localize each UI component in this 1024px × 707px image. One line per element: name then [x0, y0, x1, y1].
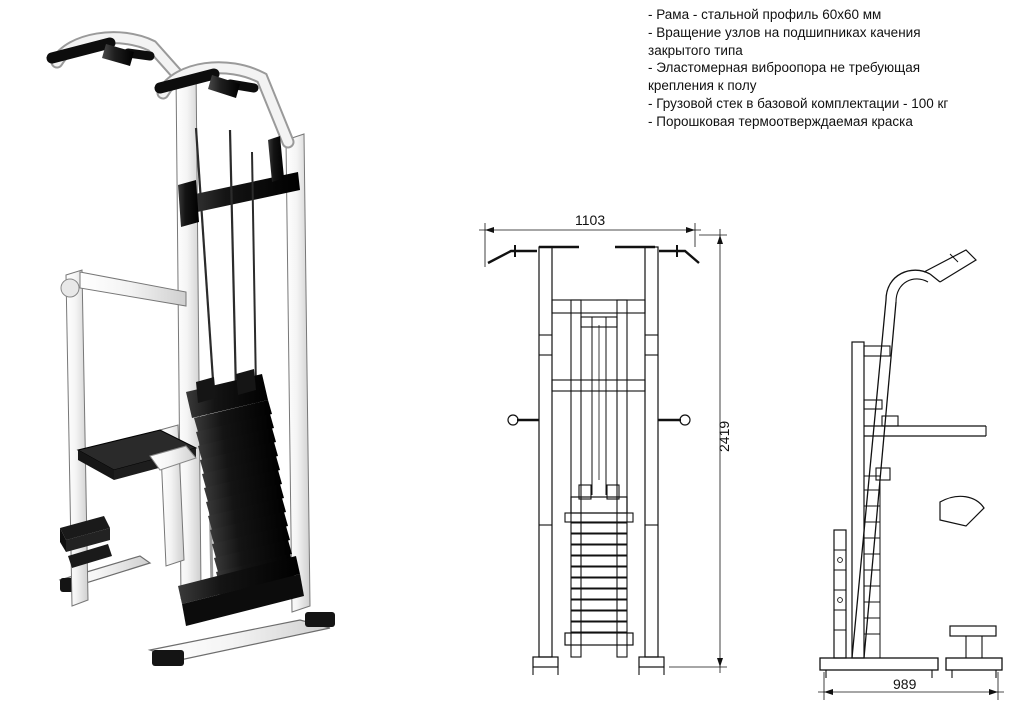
dimension-height-label: 2419	[716, 420, 732, 452]
dimension-width-label: 1103	[575, 212, 606, 228]
spec-line-7: - Порошковая термоотверждаемая краска	[648, 113, 913, 129]
spec-line-2: - Вращение узлов на подшипниках качения	[648, 24, 921, 40]
spec-line-3: закрытого типа	[648, 42, 743, 58]
spec-line-1: - Рама - стальной профиль 60х60 мм	[648, 7, 882, 22]
machine-render-view	[0, 0, 420, 707]
spec-line-6: - Грузовой стек в базовой комплектации - 100 кг	[648, 96, 949, 112]
dimension-width	[479, 223, 701, 267]
side-elevation-drawing	[790, 230, 1020, 705]
spec-line-4: - Эластомерная виброопора не требующая	[648, 60, 921, 76]
dimension-depth-label: 989	[893, 676, 917, 692]
front-elevation-drawing	[455, 205, 755, 695]
spec-line-5: крепления к полу	[648, 78, 757, 94]
specifications-list	[648, 6, 1020, 131]
